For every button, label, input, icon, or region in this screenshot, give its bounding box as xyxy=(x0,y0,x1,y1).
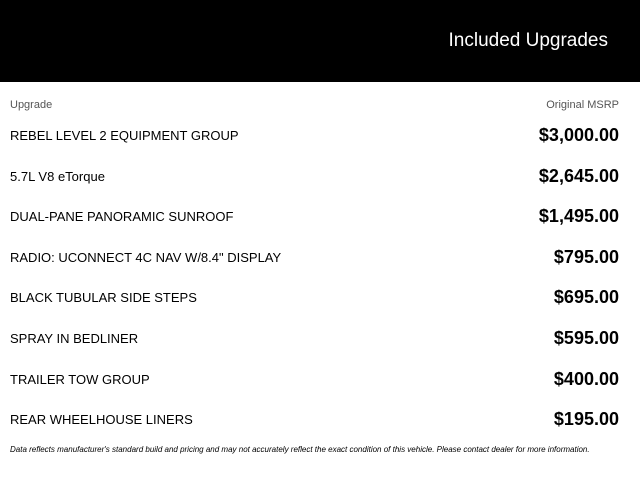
upgrade-price: $1,495.00 xyxy=(538,206,619,227)
upgrade-name: TRAILER TOW GROUP xyxy=(10,371,150,387)
header-bar xyxy=(0,0,640,82)
upgrade-price: $695.00 xyxy=(553,287,619,308)
column-header-msrp: Original MSRP xyxy=(546,99,619,111)
upgrade-name: 5.7L V8 eTorque xyxy=(10,168,105,184)
upgrade-price: $2,645.00 xyxy=(538,165,619,186)
table-row xyxy=(10,359,619,400)
upgrades-table xyxy=(10,115,619,440)
table-row xyxy=(10,399,619,440)
upgrade-name: REBEL LEVEL 2 EQUIPMENT GROUP xyxy=(10,128,239,143)
page-title: Included Upgrades xyxy=(448,30,608,51)
table-row xyxy=(10,156,619,197)
column-headers xyxy=(10,99,619,113)
disclaimer-text: Data reflects manufacturer's standard build and pricing and may not accurately reflect the exact condition of this vehicle. Please contact dealer for more information. xyxy=(10,445,590,454)
upgrade-name: SPRAY IN BEDLINER xyxy=(10,330,139,346)
upgrade-price: $400.00 xyxy=(553,368,619,389)
table-row xyxy=(10,196,619,237)
column-header-upgrade: Upgrade xyxy=(10,99,53,111)
table-row xyxy=(10,318,619,359)
upgrade-name: BLACK TUBULAR SIDE STEPS xyxy=(10,290,197,306)
upgrade-price: $795.00 xyxy=(553,246,619,267)
upgrade-name: RADIO: UCONNECT 4C NAV W/8.4" DISPLAY xyxy=(10,249,282,265)
upgrade-name: DUAL-PANE PANORAMIC SUNROOF xyxy=(10,209,234,225)
upgrade-price: $195.00 xyxy=(553,409,619,430)
table-row xyxy=(10,277,619,318)
table-row xyxy=(10,237,619,278)
upgrade-price: $595.00 xyxy=(553,327,619,348)
upgrade-name: REAR WHEELHOUSE LINERS xyxy=(10,412,193,428)
upgrade-price: $3,000.00 xyxy=(538,125,619,145)
table-row xyxy=(10,115,619,156)
